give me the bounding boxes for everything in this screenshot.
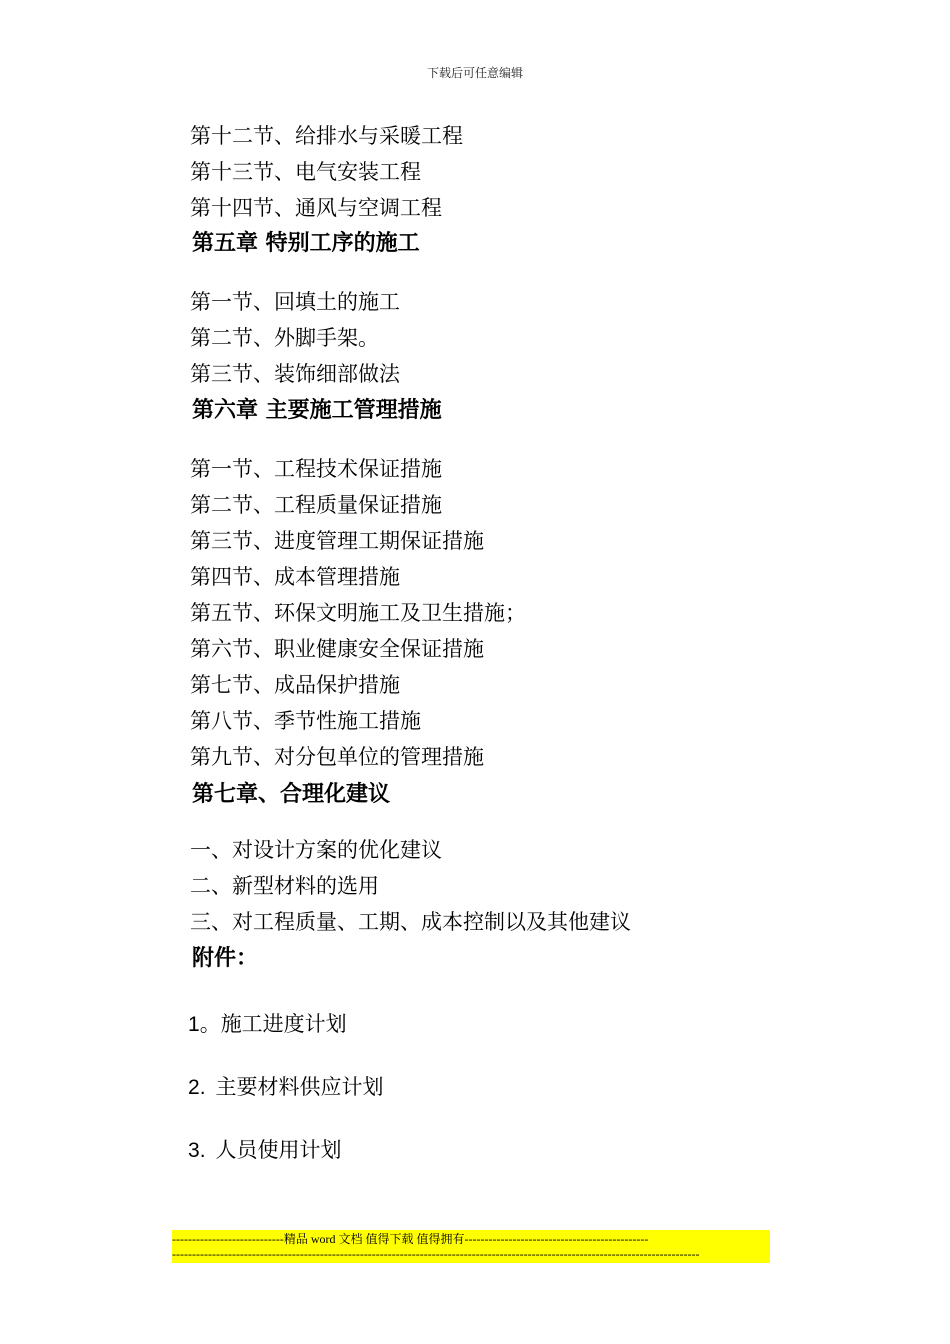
- section-item: 第十三节、电气安装工程: [190, 160, 421, 184]
- section-item: 第四节、成本管理措施: [190, 565, 400, 589]
- suggestion-item: 三、对工程质量、工期、成本控制以及其他建议: [190, 910, 631, 934]
- section-item: 第十四节、通风与空调工程: [190, 196, 442, 220]
- suggestion-item: 二、新型材料的选用: [190, 874, 379, 898]
- attachment-number: 3: [188, 1139, 200, 1162]
- attachment-item: [188, 1140, 342, 1161]
- attachment-item: [188, 1077, 384, 1098]
- section-item: 第十二节、给排水与采暖工程: [190, 124, 463, 148]
- attachment-text: 施工进度计划: [220, 1012, 347, 1036]
- section-item: 第七节、成品保护措施: [190, 673, 400, 697]
- chapter-title: 第六章 主要施工管理措施: [192, 398, 442, 423]
- section-item: 第一节、工程技术保证措施: [190, 457, 442, 481]
- attachment-separator: .: [199, 1076, 206, 1099]
- section-item: 第八节、季节性施工措施: [190, 709, 421, 733]
- section-item: 第一节、回填土的施工: [190, 290, 400, 314]
- footer-banner-text: ----------------------------精品 word 文档 值得下载 值得拥有----------------------------------------------: [172, 1232, 649, 1246]
- section-item: 第六节、职业健康安全保证措施: [190, 637, 484, 661]
- footer-dash-line: ------------------------------------------------------------------------------------------------------------------------------------: [172, 1247, 700, 1261]
- section-item: 第二节、外脚手架。: [190, 326, 379, 350]
- attachment-number: 1: [188, 1013, 200, 1036]
- section-item: 第二节、工程质量保证措施: [190, 493, 442, 517]
- suggestion-item: 一、对设计方案的优化建议: [190, 838, 442, 862]
- page-header: 下载后可任意编辑: [426, 66, 523, 80]
- attachments-title: 附件：: [192, 946, 259, 971]
- section-item: 第九节、对分包单位的管理措施: [190, 745, 484, 769]
- attachment-item: [188, 1014, 347, 1035]
- attachment-separator: 。: [199, 1012, 221, 1036]
- chapter-title: 第七章、合理化建议: [192, 782, 391, 807]
- attachment-text: 人员使用计划: [215, 1138, 342, 1162]
- section-item: 第三节、装饰细部做法: [190, 362, 400, 386]
- attachment-separator: .: [199, 1139, 206, 1162]
- section-item: 第五节、环保文明施工及卫生措施；: [190, 601, 526, 625]
- attachment-number: 2: [188, 1076, 200, 1099]
- section-item: 第三节、进度管理工期保证措施: [190, 529, 484, 553]
- attachment-text: 主要材料供应计划: [215, 1075, 384, 1099]
- chapter-title: 第五章 特别工序的施工: [192, 231, 420, 256]
